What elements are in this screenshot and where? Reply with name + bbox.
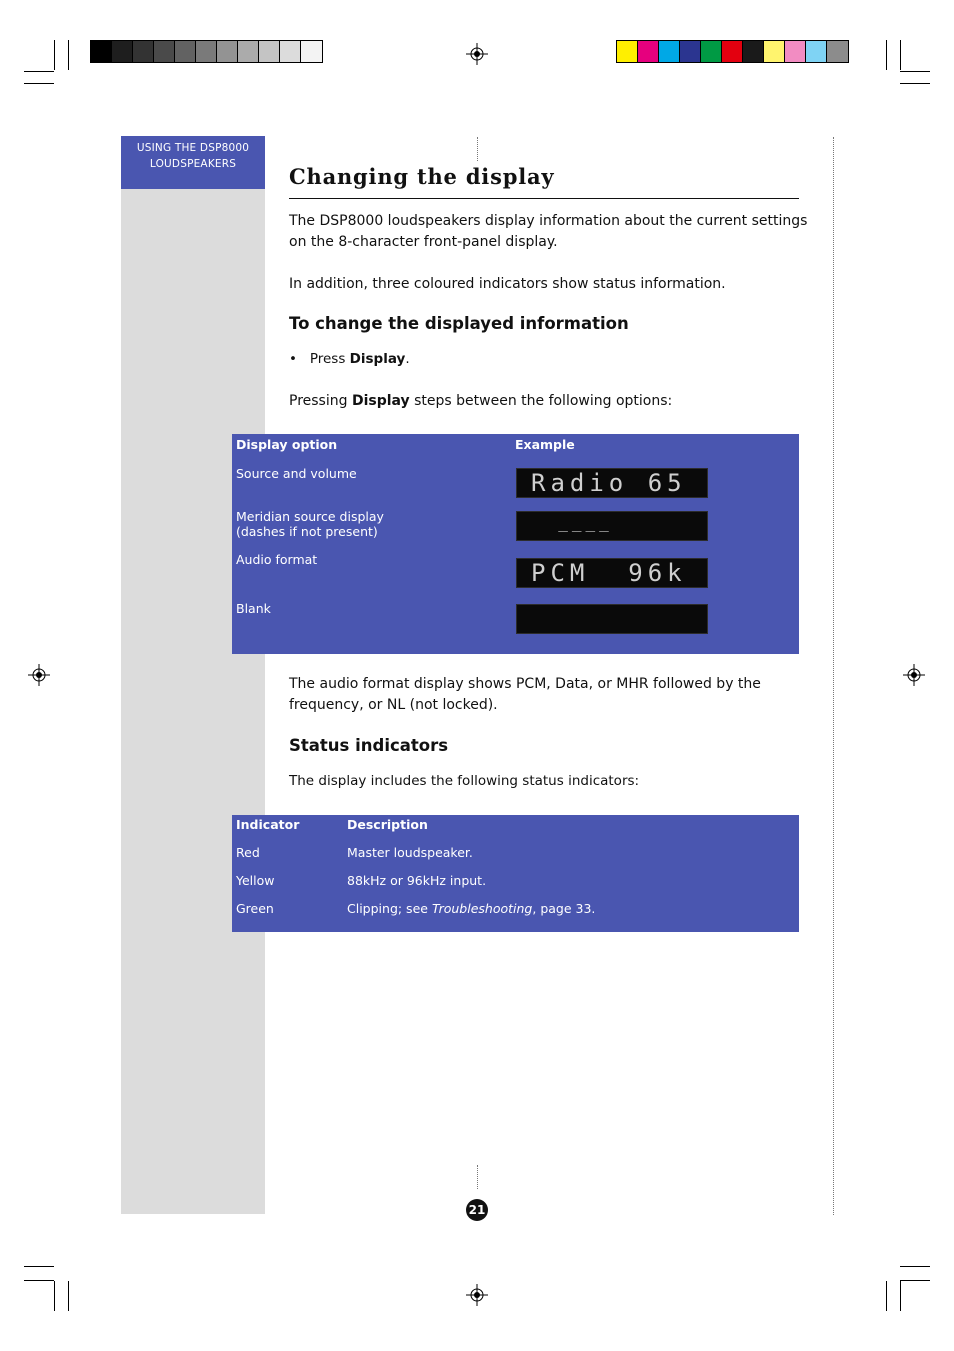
registration-target-icon	[466, 43, 488, 65]
gray-swatch	[175, 41, 196, 62]
color-swatch	[722, 41, 743, 62]
color-swatch	[680, 41, 701, 62]
section-tab	[121, 136, 265, 189]
column-header-display-option: Display option	[236, 437, 338, 452]
description-green-page: , page 33.	[532, 901, 596, 916]
sidebar-panel	[121, 136, 265, 1214]
lcd-example-audio-format: PCM 96k	[516, 558, 708, 588]
gray-swatch	[280, 41, 301, 62]
section-tab-line1: USING THE DSP8000	[136, 142, 250, 154]
column-header-description: Description	[347, 817, 428, 832]
troubleshooting-reference: Troubleshooting	[431, 901, 533, 916]
format-line-1: The audio format display shows PCM, Data, or MHR followed by the	[289, 676, 761, 692]
table-row-option-note: (dashes if not present)	[236, 524, 378, 539]
status-indicators-table	[232, 815, 799, 932]
fold-guide	[477, 137, 478, 161]
description-green	[347, 901, 595, 916]
crop-mark	[900, 1280, 930, 1281]
section-tab-line2: LOUDSPEAKERS	[149, 158, 237, 170]
color-swatch	[764, 41, 785, 62]
gray-swatch	[91, 41, 112, 62]
page-title: Changing the display	[289, 164, 555, 189]
lcd-example-source-volume: Radio 65	[516, 468, 708, 498]
crop-mark	[54, 40, 55, 70]
color-swatch	[806, 41, 827, 62]
intro-line-1: The DSP8000 loudspeakers display information about the current settings	[289, 213, 808, 229]
bullet-text: Press	[309, 351, 346, 367]
pressing-text-end: steps between the following options:	[414, 393, 673, 409]
color-calibration-bar	[616, 40, 849, 63]
intro-line-2: on the 8-character front-panel display.	[289, 234, 558, 250]
column-header-indicator: Indicator	[236, 817, 300, 832]
crop-mark	[886, 40, 887, 70]
gray-swatch	[238, 41, 259, 62]
gray-swatch	[301, 41, 322, 62]
color-swatch	[659, 41, 680, 62]
description-yellow: 88kHz or 96kHz input.	[347, 873, 487, 888]
intro-line-3: In addition, three coloured indicators show status information.	[289, 276, 726, 292]
crop-mark	[68, 1281, 69, 1311]
registration-target-icon	[903, 664, 925, 686]
format-line-2: frequency, or NL (not locked).	[289, 697, 498, 713]
crop-mark	[24, 83, 54, 84]
color-swatch	[785, 41, 806, 62]
color-swatch	[743, 41, 764, 62]
table-row-option: Source and volume	[236, 466, 357, 481]
bullet-dot: •	[289, 351, 297, 367]
column-header-example: Example	[515, 437, 575, 452]
crop-mark	[900, 71, 930, 72]
crop-mark	[24, 1280, 54, 1281]
registration-target-icon	[28, 664, 50, 686]
crop-mark	[900, 1281, 901, 1311]
display-key-label: Display	[351, 393, 410, 409]
color-swatch	[617, 41, 638, 62]
display-key-label: Display	[349, 351, 406, 367]
bullet-press-display	[289, 349, 410, 370]
color-swatch	[827, 41, 848, 62]
gray-swatch	[154, 41, 175, 62]
crop-mark	[68, 40, 69, 70]
crop-mark	[24, 71, 54, 72]
crop-mark	[886, 1281, 887, 1311]
lcd-example-blank	[516, 604, 708, 634]
gray-swatch	[133, 41, 154, 62]
gray-swatch	[196, 41, 217, 62]
gray-swatch	[217, 41, 238, 62]
section-heading-status-indicators: Status indicators	[289, 736, 449, 755]
registration-target-icon	[466, 1284, 488, 1306]
pressing-display-text	[289, 391, 672, 412]
table-row-option: Blank	[236, 601, 271, 616]
fold-guide	[477, 1165, 478, 1189]
page-number: 21	[466, 1199, 488, 1221]
pressing-text-start: Pressing	[289, 393, 348, 409]
section-heading-change-display: To change the displayed information	[289, 314, 629, 333]
color-swatch	[638, 41, 659, 62]
trim-guide	[833, 137, 834, 1215]
lcd-example-meridian-source: ____	[516, 511, 708, 541]
indicator-green: Green	[236, 901, 274, 916]
grayscale-calibration-bar	[90, 40, 323, 63]
crop-mark	[900, 1266, 930, 1267]
title-rule	[289, 198, 799, 199]
crop-mark	[900, 83, 930, 84]
description-green-text: Clipping; see	[347, 901, 428, 916]
indicator-red: Red	[236, 845, 260, 860]
bullet-period: .	[405, 351, 410, 367]
table-row-option: Audio format	[236, 552, 318, 567]
crop-mark	[54, 1281, 55, 1311]
gray-swatch	[259, 41, 280, 62]
indicator-yellow: Yellow	[236, 873, 275, 888]
status-intro: The display includes the following status indicators:	[289, 773, 640, 789]
table-row-option: Meridian source display	[236, 509, 384, 524]
description-red: Master loudspeaker.	[347, 845, 473, 860]
crop-mark	[24, 1266, 54, 1267]
color-swatch	[701, 41, 722, 62]
crop-mark	[900, 40, 901, 70]
gray-swatch	[112, 41, 133, 62]
